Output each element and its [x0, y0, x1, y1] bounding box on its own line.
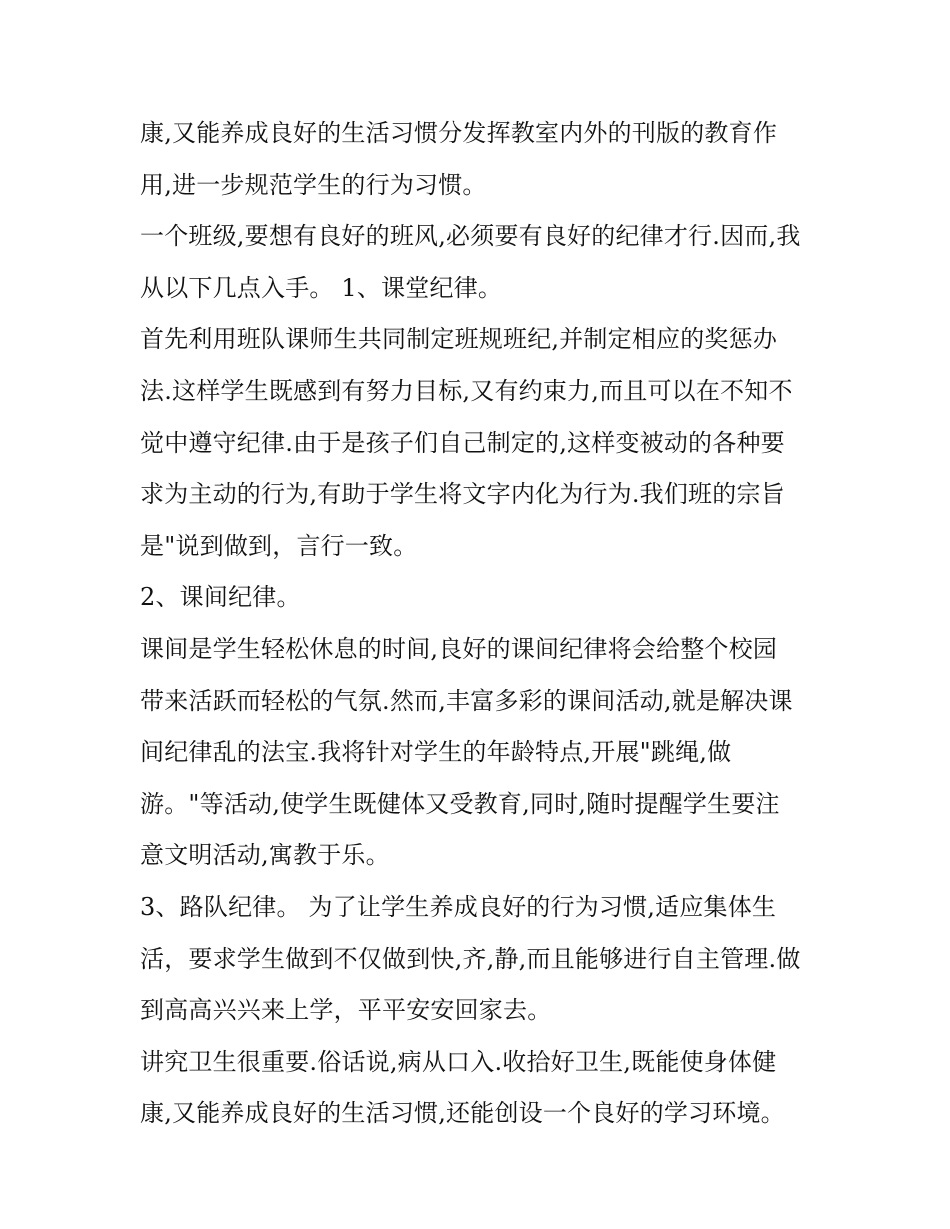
text-line: 间纪律乱的法宝.我将针对学生的年龄特点,开展"跳绳,做	[140, 738, 732, 767]
text-line: 首先利用班队课师生共同制定班规班纪,并制定相应的奖惩办	[140, 325, 778, 354]
text-line: 从以下几点入手。 1、课堂纪律。	[140, 273, 503, 302]
text-line: 课间是学生轻松休息的时间,良好的课间纪律将会给整个校园	[140, 634, 778, 663]
text-line: 到高高兴兴来上学，平平安安回家去。	[140, 996, 552, 1025]
text-line: 觉中遵守纪律.由于是孩子们自己制定的,这样变被动的各种要	[140, 428, 785, 457]
text-line: 是"说到做到，言行一致。	[140, 531, 418, 560]
text-line: 游。"等活动,使学生既健体又受教育,同时,随时提醒学生要注	[140, 789, 780, 818]
text-line: 用,进一步规范学生的行为习惯。	[140, 170, 487, 199]
text-line: 3、路队纪律。 为了让学生养成良好的行为习惯,适应集体生	[140, 892, 777, 921]
text-line: 一个班级,要想有良好的班风,必须要有良好的纪律才行.因而,我	[140, 222, 801, 251]
text-line: 康,又能养成良好的生活习惯分发挥教室内外的刊版的教育作	[140, 119, 778, 147]
text-line: 求为主动的行为,有助于学生将文字内化为行为.我们班的宗旨	[140, 480, 785, 509]
text-line: 2、课间纪律。	[140, 583, 301, 612]
text-line: 意文明活动,寓教于乐。	[140, 841, 390, 870]
text-line: 法.这样学生既感到有努力目标,又有约束力,而且可以在不知不	[140, 376, 793, 405]
text-line: 讲究卫生很重要.俗话说,病从口入.收拾好卫生,既能使身体健	[140, 1047, 777, 1076]
text-line: 活，要求学生做到不仅做到快,齐,静,而且能够进行自主管理.做	[140, 944, 801, 973]
body-text	[140, 108, 820, 1140]
text-line: 康,又能养成良好的生活习惯,还能创设一个良好的学习环境。	[140, 1099, 785, 1128]
text-line: 带来活跃而轻松的气氛.然而,丰富多彩的课间活动,就是解决课	[140, 686, 793, 715]
